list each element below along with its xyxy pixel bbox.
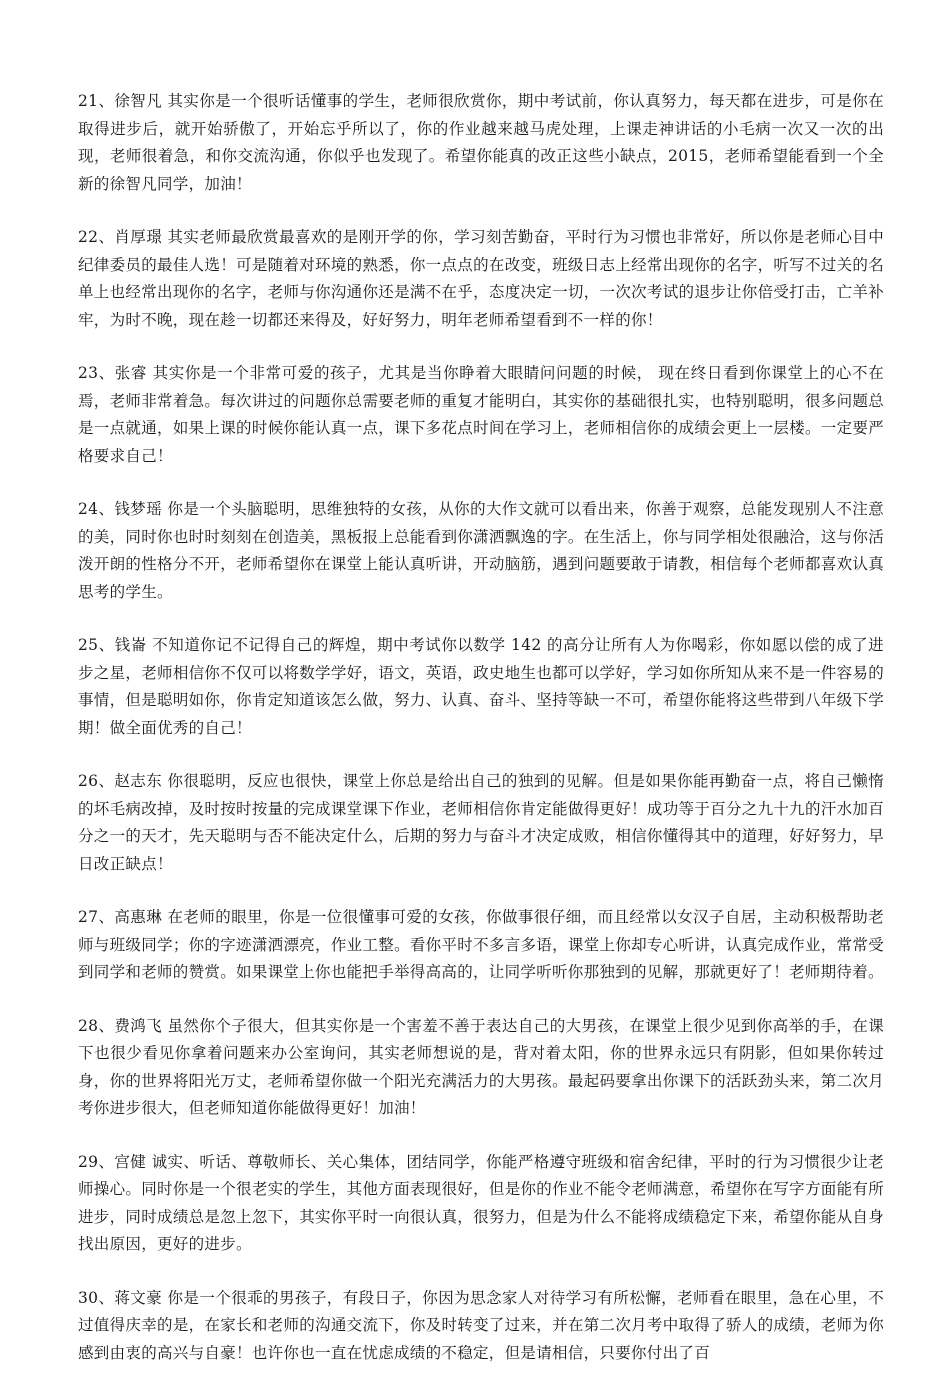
comment-entry-27 xyxy=(78,904,884,987)
comment-paragraph xyxy=(78,1285,884,1368)
student-label: 27、高惠琳 xyxy=(78,908,163,926)
comment-paragraph xyxy=(78,1013,884,1123)
comment-entry-21 xyxy=(78,88,884,198)
comment-text: 其实你是一个非常可爱的孩子，尤其是当你睁着大眼睛问问题的时候， 现在终日看到你课堂上的心不在焉，老师非常着急。每次讲过的问题你总需要老师的重复才能明白，其实你的基础很扎实，也特别聪明，很多问题总是一点就通，如果上课的时候你能认真一点，课下多花点时间在学习上，老师相信你的成绩会更上一层楼。一定要严格要求自己！ xyxy=(78,364,884,465)
comment-text: 在老师的眼里，你是一位很懂事可爱的女孩，你做事很仔细，而且经常以女汉子自居，主动积极帮助老师与班级同学；你的字迹潇洒漂亮，作业工整。看你平时不多言多语，课堂上你却专心听讲，认真完成作业，常常受到同学和老师的赞赏。如果课堂上你也能把手举得高高的，让同学听听你那独到的见解，那就更好了！老师期待着。 xyxy=(78,908,884,981)
student-label: 24、钱梦瑶 xyxy=(78,500,163,518)
comment-paragraph xyxy=(78,224,884,334)
comment-paragraph xyxy=(78,904,884,987)
student-label: 25、钱崙 xyxy=(78,636,147,654)
comment-text: 其实你是一个很听话懂事的学生，老师很欣赏你，期中考试前，你认真努力，每天都在进步，可是你在取得进步后，就开始骄傲了，开始忘乎所以了，你的作业越来越马虎处理，上课走神讲话的小毛病一次又一次的出现，老师很着急，和你交流沟通，你似乎也发现了。希望你能真的改正这些小缺点，2015，老师希望能看到一个全新的徐智凡同学，加油！ xyxy=(78,92,884,193)
student-label: 29、宫健 xyxy=(78,1152,147,1171)
comment-paragraph xyxy=(78,632,884,742)
student-label: 22、肖厚璟 xyxy=(78,228,163,246)
comment-paragraph xyxy=(78,496,884,606)
comment-entry-24 xyxy=(78,496,884,606)
comment-paragraph xyxy=(78,360,884,470)
comment-text: 你是一个很乖的男孩子，有段日子，你因为思念家人对待学习有所松懈，老师看在眼里，急在心里，不过值得庆幸的是，在家长和老师的沟通交流下，你及时转变了过来，并在第二次月考中取得了骄人的成绩，老师为你感到由衷的高兴与自豪！也许你也一直在忧虑成绩的不稳定，但是请相信，只要你付出了百 xyxy=(78,1288,884,1362)
student-label: 28、费鸿飞 xyxy=(78,1016,163,1035)
student-label: 21、徐智凡 xyxy=(78,92,163,110)
student-label: 23、张睿 xyxy=(78,364,148,382)
comment-paragraph xyxy=(78,1149,884,1259)
student-label: 26、赵志东 xyxy=(78,772,163,790)
comment-entry-23 xyxy=(78,360,884,470)
comment-text: 不知道你记不记得自己的辉煌，期中考试你以数学 142 的高分让所有人为你喝彩，你如愿以偿的成了进步之星，老师相信你不仅可以将数学学好，语文，英语，政史地生也都可以学好，学习如你所知从来不是一件容易的事情，但是聪明如你，你肯定知道该怎么做，努力、认真、奋斗、坚持等缺一不可，希望你能将这些带到八年级下学期！做全面优秀的自己！ xyxy=(78,636,884,737)
comment-entry-28 xyxy=(78,1013,884,1123)
comment-entry-25 xyxy=(78,632,884,742)
document-page xyxy=(78,88,884,1393)
comment-text: 诚实、听话、尊敬师长、关心集体，团结同学，你能严格遵守班级和宿舍纪律，平时的行为习惯很少让老师操心。同时你是一个很老实的学生，其他方面表现很好，但是你的作业不能令老师满意，希望你在写字方面能有所进步，同时成绩总是忽上忽下，其实你平时一向很认真，很努力，但是为什么不能将成绩稳定下来，希望你能从自身找出原因，更好的进步。 xyxy=(78,1152,884,1253)
comment-entry-29 xyxy=(78,1149,884,1259)
comment-entry-30 xyxy=(78,1285,884,1368)
comment-text: 其实老师最欣赏最喜欢的是刚开学的你，学习刻苦勤奋，平时行为习惯也非常好，所以你是老师心目中纪律委员的最佳人选！可是随着对环境的熟悉，你一点点的在改变，班级日志上经常出现你的名字，听写不过关的名单上也经常出现你的名字，老师与你沟通你还是满不在乎，态度决定一切，一次次考试的退步让你倍受打击，亡羊补牢，为时不晚，现在趁一切都还来得及，好好努力，明年老师希望看到不一样的你！ xyxy=(78,228,884,329)
comment-entry-22 xyxy=(78,224,884,334)
student-label: 30、蒋文豪 xyxy=(78,1288,163,1307)
comment-paragraph xyxy=(78,88,884,198)
comment-text: 虽然你个子很大，但其实你是一个害羞不善于表达自己的大男孩，在课堂上很少见到你高举的手，在课下也很少看见你拿着问题来办公室询问，其实老师想说的是，背对着太阳，你的世界永远只有阴影，但如果你转过身，你的世界将阳光万丈，老师希望你做一个阳光充满活力的大男孩。最起码要拿出你课下的活跃劲头来，第二次月考你进步很大，但老师知道你能做得更好！加油！ xyxy=(78,1016,884,1117)
comment-paragraph xyxy=(78,768,884,878)
comment-entry-26 xyxy=(78,768,884,878)
comment-text: 你很聪明，反应也很快，课堂上你总是给出自己的独到的见解。但是如果你能再勤奋一点，将自己懒惰的坏毛病改掉，及时按时按量的完成课堂课下作业，老师相信你肯定能做得更好！成功等于百分之九十九的汗水加百分之一的天才，先天聪明与否不能决定什么，后期的努力与奋斗才决定成败，相信你懂得其中的道理，好好努力，早日改正缺点！ xyxy=(78,772,884,873)
comment-text: 你是一个头脑聪明，思维独特的女孩，从你的大作文就可以看出来，你善于观察，总能发现别人不注意的美，同时你也时时刻刻在创造美，黑板报上总能看到你潇洒飘逸的字。在生活上，你与同学相处很融洽，这与你活泼开朗的性格分不开，老师希望你在课堂上能认真听讲，开动脑筋，遇到问题要敢于请教，相信每个老师都喜欢认真思考的学生。 xyxy=(78,500,884,601)
